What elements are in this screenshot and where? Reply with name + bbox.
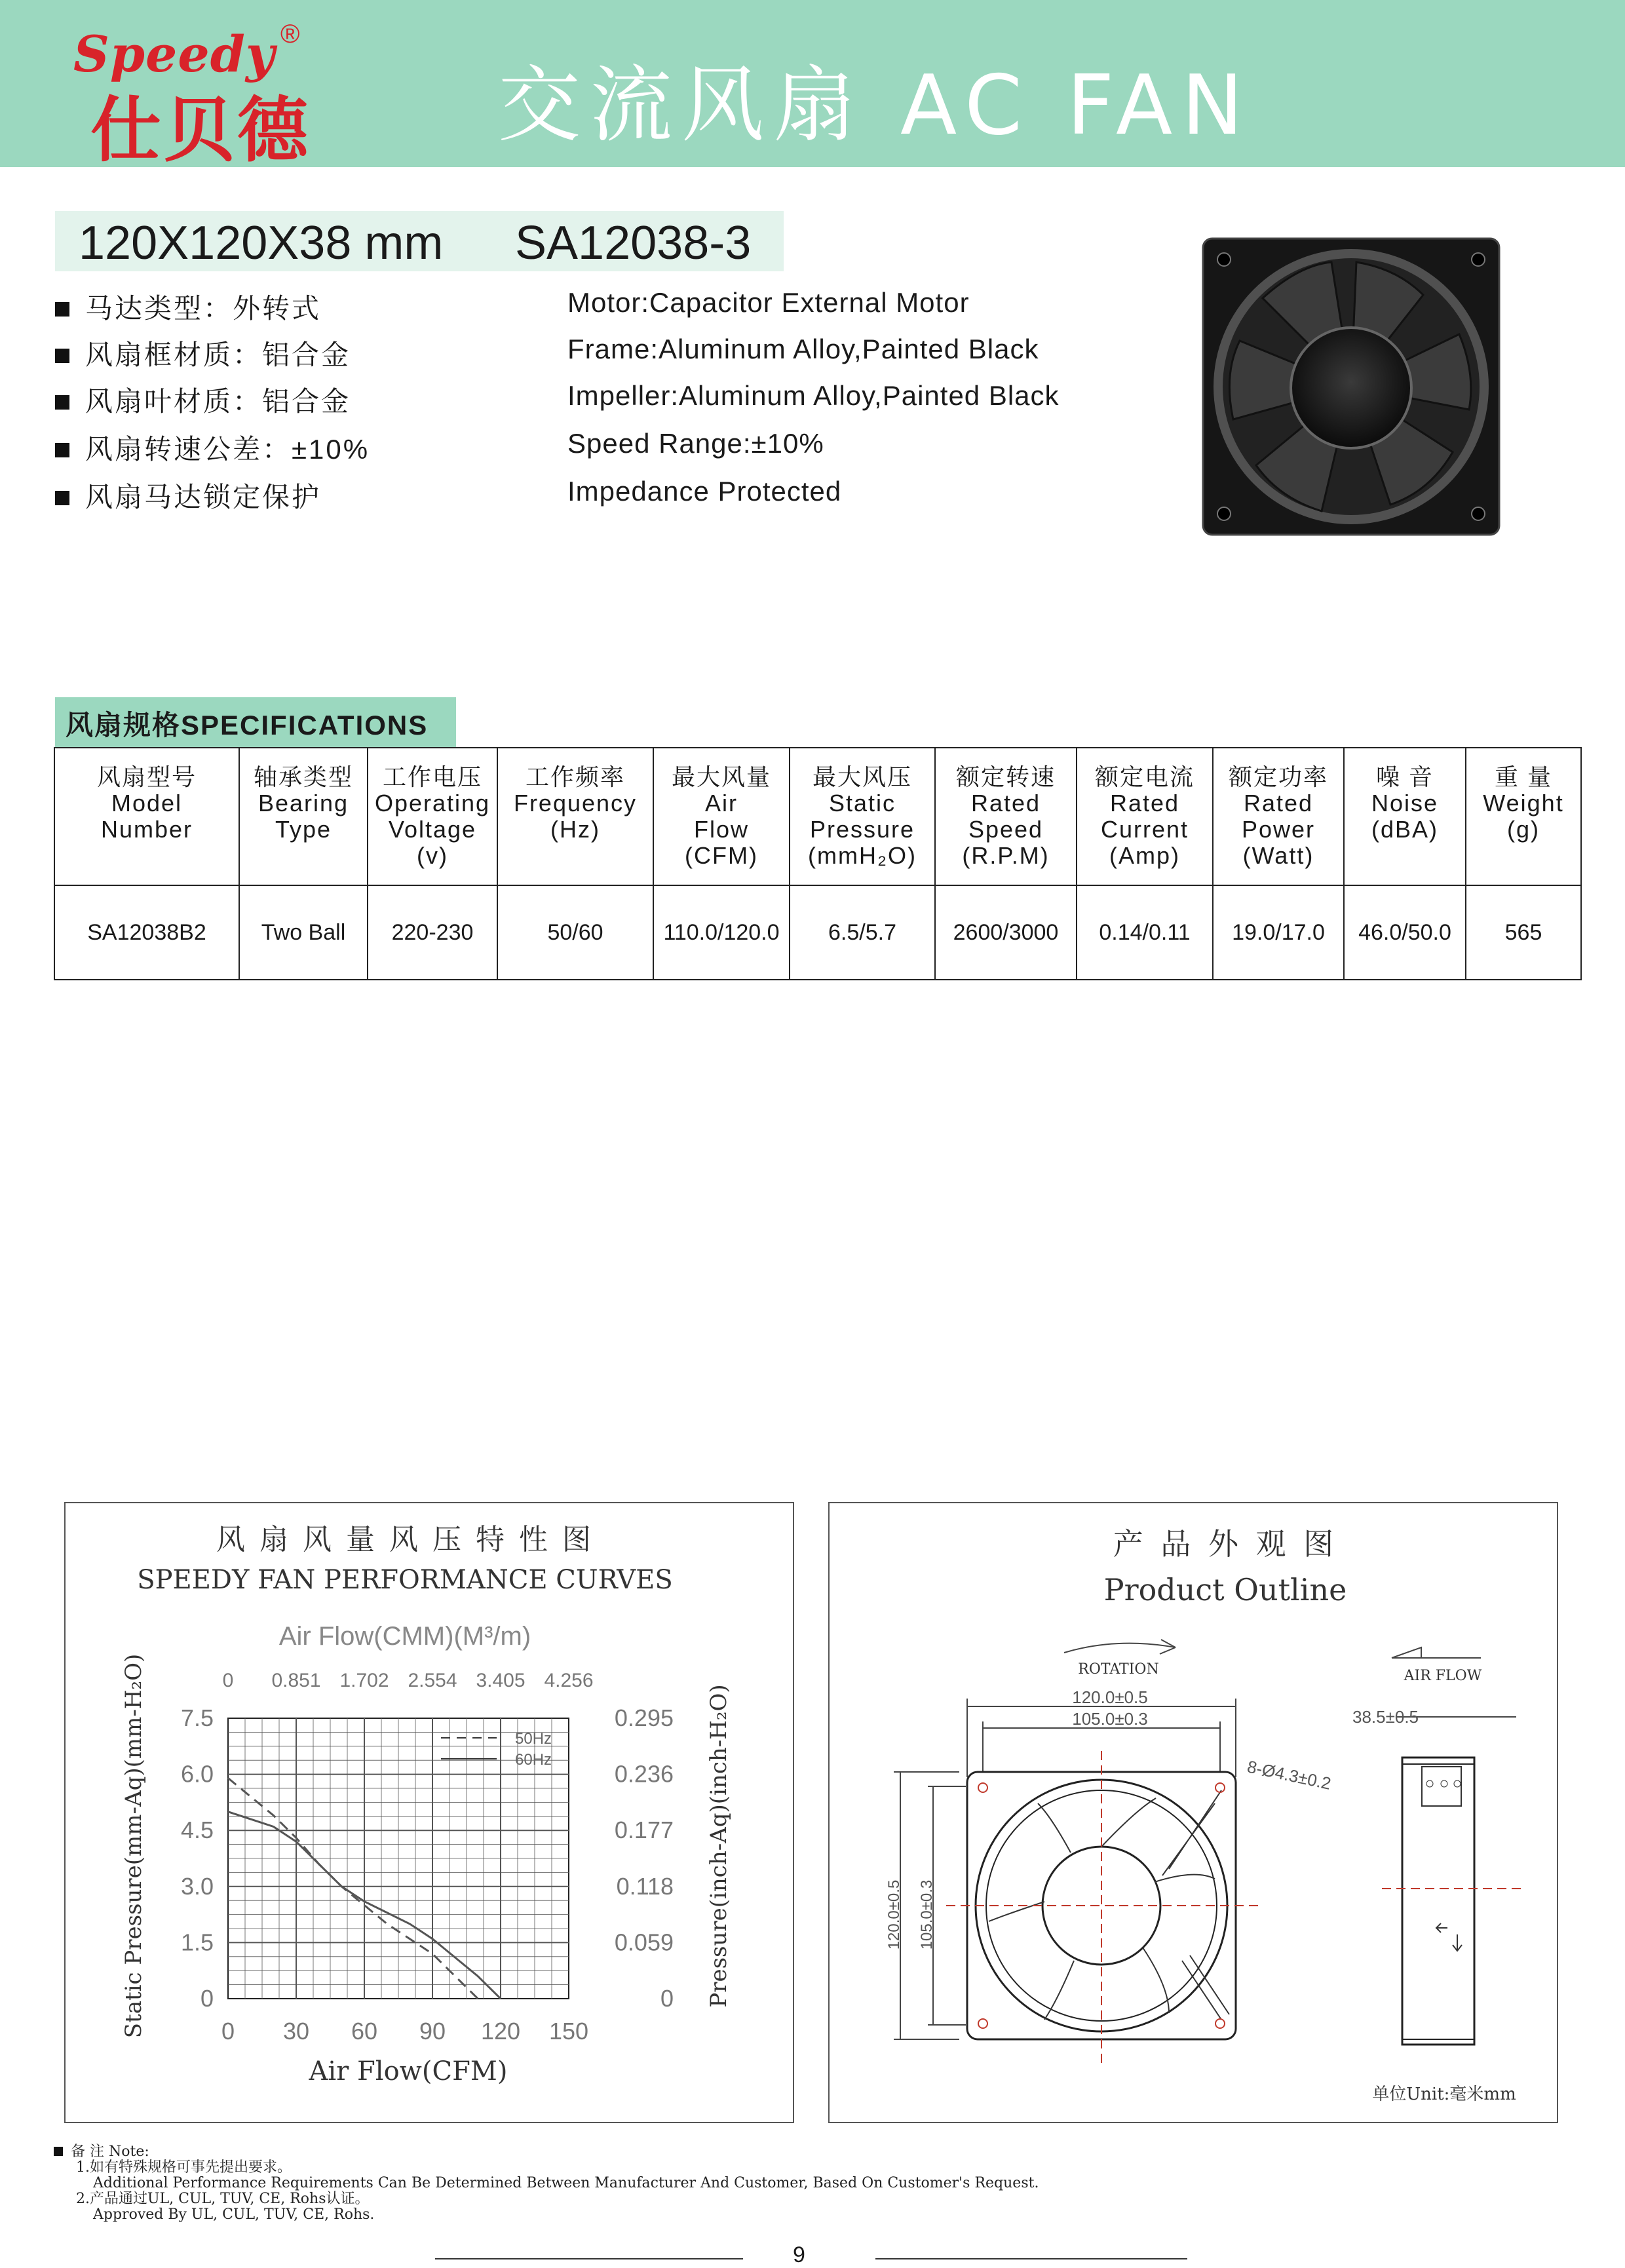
notes — [54, 2144, 1039, 2223]
page-number: 9 — [793, 2242, 805, 2267]
footer-rule-left — [435, 2258, 743, 2259]
dim-inner-height: 105.0±0.3 — [918, 1879, 936, 1950]
y2-tick-label: 0.236 — [614, 1760, 674, 1788]
rotation-label: ROTATION — [1078, 1661, 1159, 1678]
y-tick-label: 3.0 — [180, 1872, 214, 1900]
note-line: 1.如有特殊规格可事先提出要求。 — [76, 2159, 292, 2176]
brand-logo: Speedy — [73, 25, 276, 83]
y-tick-label: 6.0 — [180, 1760, 214, 1788]
y-tick-label: 4.5 — [180, 1816, 214, 1844]
note-line: Additional Performance Requirements Can Be Determined Between Manufacturer And Customer, Based On Customer's Request. — [93, 2175, 1039, 2191]
dim-depth: 38.5±0.5 — [1352, 1707, 1419, 1727]
col-header-pressure: 最大风压 Static Pressure (mmH₂O) — [790, 748, 935, 885]
cell-pressure: 6.5/5.7 — [790, 885, 935, 980]
unit-label: 单位Unit:毫米mm — [1372, 2085, 1516, 2104]
cell-bearing: Two Ball — [239, 885, 368, 980]
right-axis-label: Pressure(inch-Aq)(inch-H₂O) — [706, 1684, 732, 2008]
bullet-icon — [55, 302, 69, 317]
outline-title-cn: 产 品 外 观 图 — [1113, 1526, 1338, 1562]
series-50hz — [228, 1778, 478, 1999]
dim-holes: 8-Ø4.3±0.2 — [1245, 1756, 1333, 1794]
y2-tick-label: 0.059 — [614, 1929, 674, 1956]
col-header-model: 风扇型号 Model Number — [54, 748, 239, 885]
front-view — [946, 1751, 1261, 2066]
feature-en: Speed Range:±10% — [567, 428, 824, 459]
top-tick-label: 1.702 — [339, 1670, 389, 1691]
feature-cn: 风扇叶材质：铝合金 — [55, 380, 351, 419]
col-header-noise: 噪 音 Noise (dBA) — [1344, 748, 1466, 885]
note-line: Approved By UL, CUL, TUV, CE, Rohs. — [93, 2206, 375, 2223]
model-number: SA12038-3 — [515, 217, 752, 269]
table-row — [54, 885, 1581, 980]
y-tick-label: 7.5 — [180, 1704, 214, 1731]
legend-60hz: 60Hz — [515, 1751, 552, 1769]
spec-table — [54, 747, 1582, 980]
x-tick-label: 150 — [548, 2018, 589, 2045]
bullet-icon — [55, 443, 69, 457]
feature-cn: 风扇框材质：铝合金 — [55, 334, 351, 373]
outline-title-en: Product Outline — [1103, 1572, 1347, 1607]
top-tick-label: 0.851 — [271, 1670, 321, 1691]
note-line: 2.产品通过UL, CUL, TUV, CE, Rohs认证。 — [76, 2191, 370, 2207]
feature-en: Impeller:Aluminum Alloy,Painted Black — [567, 380, 1060, 411]
cell-weight: 565 — [1466, 885, 1581, 980]
header-band — [0, 0, 1625, 172]
col-header-bearing: 轴承类型 Bearing Type — [239, 748, 368, 885]
page-title: 交流风扇 AC FAN — [498, 57, 1253, 153]
left-axis-label: Static Pressure(mm-Aq)(mm-H₂O) — [121, 1653, 147, 2039]
footer-rule-right — [875, 2258, 1187, 2259]
y-tick-label: 0 — [200, 1985, 214, 2012]
performance-chart — [64, 1502, 793, 2122]
y-tick-label: 1.5 — [180, 1929, 214, 1956]
feature-cn: 风扇转速公差：±10% — [55, 428, 370, 467]
cell-frequency: 50/60 — [497, 885, 653, 980]
feature-cn: 马达类型：外转式 — [55, 287, 321, 326]
y2-tick-label: 0.295 — [614, 1704, 674, 1731]
chart-legend — [441, 1730, 552, 1769]
fan-photo — [1200, 236, 1502, 537]
bullet-icon — [55, 395, 69, 410]
feature-en: Frame:Aluminum Alloy,Painted Black — [567, 334, 1039, 364]
side-view — [1382, 1758, 1526, 2045]
model-size: 120X120X38 mm — [79, 217, 444, 269]
top-axis-label: Air Flow(CMM)(M³/m) — [278, 1622, 531, 1651]
bullet-icon — [54, 2147, 63, 2156]
feature-cn: 风扇马达锁定保护 — [55, 476, 321, 515]
perf-title-en: SPEEDY FAN PERFORMANCE CURVES — [137, 1565, 673, 1595]
top-tick-label: 3.405 — [476, 1670, 526, 1691]
spec-title: 风扇规格SPECIFICATIONS — [66, 710, 429, 740]
airflow-label: AIR FLOW — [1404, 1668, 1482, 1684]
feature-en: Motor:Capacitor External Motor — [567, 287, 970, 318]
top-tick-label: 4.256 — [544, 1670, 594, 1691]
x-tick-label: 120 — [480, 2018, 521, 2045]
col-header-power: 额定功率 Rated Power (Watt) — [1213, 748, 1344, 885]
x-tick-label: 30 — [282, 2018, 310, 2045]
col-header-speed: 额定转速 Rated Speed (R.P.M) — [935, 748, 1077, 885]
feature-en: Impedance Protected — [567, 476, 842, 507]
outline-drawing — [828, 1502, 1557, 2122]
col-header-weight: 重 量 Weight (g) — [1466, 748, 1581, 885]
bullet-icon — [55, 349, 69, 363]
y2-tick-label: 0 — [660, 1985, 674, 2012]
col-header-frequency: 工作频率 Frequency (Hz) — [497, 748, 653, 885]
cell-model: SA12038B2 — [54, 885, 239, 980]
cell-current: 0.14/0.11 — [1077, 885, 1213, 980]
registered-mark: ® — [280, 20, 300, 48]
top-tick-label: 2.554 — [408, 1670, 457, 1691]
perf-title-cn: 风 扇 风 量 风 压 特 性 图 — [216, 1523, 594, 1556]
x-tick-label: 60 — [351, 2018, 378, 2045]
notes-title: 备 注 Note: — [54, 2144, 1039, 2160]
cell-power: 19.0/17.0 — [1213, 885, 1344, 980]
cell-noise: 46.0/50.0 — [1344, 885, 1466, 980]
cell-airflow: 110.0/120.0 — [653, 885, 790, 980]
col-header-airflow: 最大风量 Air Flow (CFM) — [653, 748, 790, 885]
cell-voltage: 220-230 — [368, 885, 497, 980]
bottom-axis-label: Air Flow(CFM) — [309, 2056, 508, 2086]
dim-outer-height: 120.0±0.5 — [885, 1879, 903, 1950]
y2-tick-label: 0.177 — [614, 1816, 674, 1844]
brand-logo-cn: 仕贝德 — [90, 90, 311, 172]
x-tick-label: 0 — [221, 2018, 235, 2045]
top-tick-label: 0 — [222, 1670, 234, 1691]
cell-speed: 2600/3000 — [935, 885, 1077, 980]
col-header-voltage: 工作电压 Operating Voltage (v) — [368, 748, 497, 885]
legend-50hz: 50Hz — [515, 1730, 552, 1748]
dim-inner-width: 105.0±0.3 — [1072, 1709, 1148, 1729]
bullet-icon — [55, 491, 69, 505]
col-header-current: 额定电流 Rated Current (Amp) — [1077, 748, 1213, 885]
x-tick-label: 90 — [419, 2018, 446, 2045]
dim-outer-width: 120.0±0.5 — [1072, 1687, 1148, 1707]
y2-tick-label: 0.118 — [616, 1872, 674, 1900]
